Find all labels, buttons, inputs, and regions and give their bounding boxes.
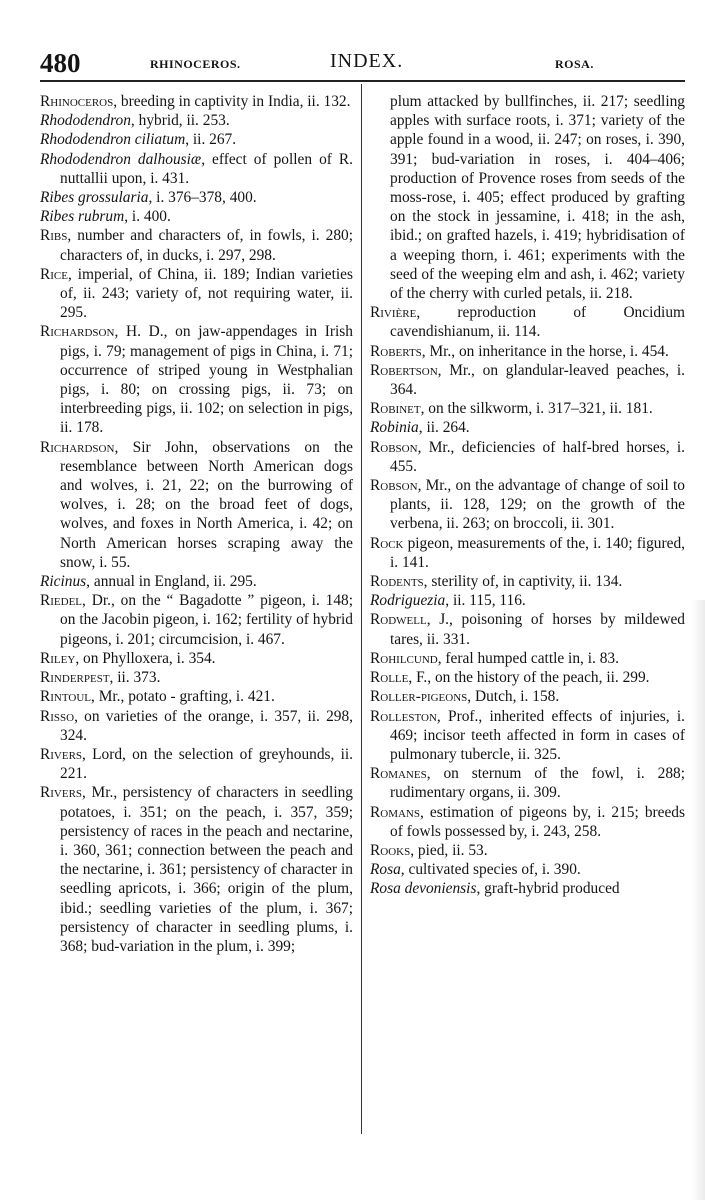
entry-text: , imperial, of China, ii. 189; Indian varieties of, ii. 243; variety of, not requiring water, ii. 295. xyxy=(60,265,353,322)
entry-text: , breeding in captivity in India, ii. 132. xyxy=(113,93,351,110)
index-entry xyxy=(40,649,353,668)
index-entry xyxy=(370,418,685,437)
entry-text: , J., poisoning of horses by mildewed tares, ii. 331. xyxy=(390,611,685,648)
entry-heading: Ribes grossularia xyxy=(40,189,149,207)
entry-heading: Rinderpest xyxy=(40,669,110,687)
entry-text: , ii. 115, 116. xyxy=(445,592,526,610)
index-entry xyxy=(40,591,353,649)
entry-text: , i. 400. xyxy=(124,208,171,226)
index-entry xyxy=(370,610,685,648)
entry-text: , Sir John, observations on the resemblance between North American dogs and wolves, i. 21, 22; on the burrowing of wolves, i. 28; on the broad feet of dogs, wolves, and foxes in North America, i. 42; on North American horses scraping away the snow, i. 55. xyxy=(60,438,353,571)
entry-text: , on sternum of the fowl, i. 288; rudimentary organs, ii. 309. xyxy=(390,765,685,802)
entry-heading: Rock xyxy=(370,534,404,552)
index-column-right xyxy=(370,92,685,1182)
index-entry xyxy=(40,687,353,706)
index-entry xyxy=(370,707,685,765)
index-entry xyxy=(40,668,353,687)
entry-heading: Rice xyxy=(40,265,68,283)
index-column-left xyxy=(40,92,353,1182)
index-entry xyxy=(370,879,685,898)
entry-heading: Rosa devoniensis xyxy=(370,880,477,898)
entry-text: pigeon, measurements of the, i. 140; figured, i. 141. xyxy=(390,534,685,571)
entry-heading: Rhododendron dalhousiæ xyxy=(40,150,202,168)
entry-text: , effect of pollen of R. nuttallii upon, i. 431. xyxy=(60,150,353,187)
entry-heading: Richardson xyxy=(40,438,115,456)
entry-text: , Mr., potato - grafting, i. 421. xyxy=(91,688,275,706)
entry-text: , graft-hybrid produced xyxy=(476,880,620,898)
entry-text: , on the silkworm, i. 317–321, ii. 181. xyxy=(420,400,653,418)
entry-heading: Rintoul xyxy=(40,688,91,706)
index-entry xyxy=(370,591,685,610)
running-head-title: INDEX. xyxy=(330,50,404,72)
entry-heading: Riedel xyxy=(40,592,83,610)
page-number: 480 xyxy=(40,48,81,78)
entry-text: plum attacked by bullfinches, ii. 217; seedling apples with surface roots, i. 371; variety of the apple found in a wood, ii. 247; on roses, i. 390, 391; bud-variation in roses, i. 404–406; production of Provence roses from seeds of the moss-rose, i. 405; effect produced by grafting on the stock in jessamine, i. 418; in the ash, ibid.; on grafted hazels, i. 419; hybridisation of a weeping thorn, i. 461; experiments with the seed of the weeping elm and ash, i. 462; variety of the cherry with curled petals, ii. 218. xyxy=(390,93,685,303)
index-entry xyxy=(40,707,353,745)
entry-text: , estimation of pigeons by, i. 215; breeds of fowls possessed by, i. 243, 258. xyxy=(390,803,685,840)
entry-text: , Dutch, i. 158. xyxy=(467,688,560,706)
entry-heading: Riley xyxy=(40,649,76,667)
entry-heading: Roberts xyxy=(370,342,422,360)
entry-heading: Rolle xyxy=(370,669,409,687)
entry-text: , sterility of, in captivity, ii. 134. xyxy=(423,573,623,591)
index-entry xyxy=(370,342,685,361)
entry-text: , Dr., on the “ Bagadotte ” pigeon, i. 148; on the Jacobin pigeon, i. 162; fertility of hybrid pigeons, i. 201; circumcision, i. 467. xyxy=(60,592,353,648)
index-entry xyxy=(370,649,685,668)
entry-heading: Robson xyxy=(370,438,418,456)
entry-heading: Rodriguezia xyxy=(370,592,446,610)
index-entry xyxy=(40,745,353,783)
entry-heading: Rhododendron xyxy=(40,112,131,130)
entry-heading: Robson xyxy=(370,477,418,495)
index-entry xyxy=(40,188,353,207)
entry-text: , feral humped cattle in, i. 83. xyxy=(437,649,619,667)
index-entry xyxy=(370,399,685,418)
entry-heading: Rohilcund xyxy=(370,649,438,667)
entry-heading: Romans xyxy=(370,803,420,821)
index-entry xyxy=(40,92,353,111)
index-entry xyxy=(370,534,685,572)
entry-text: , Mr., persistency of characters in seedling potatoes, i. 351; on the peach, i. 357, 359; persistency of races in the peach and nectarine, i. 360, 361; connection between the peach and the nectarine, i. 361; persistency of character in seedling apricots, i. 366; origin of the plum, ibid.; seedling varieties of the plum, i. 367; persistency of character in seedling plums, i. 368; bud-variation in the plum, i. 399; xyxy=(60,784,353,955)
index-entry xyxy=(40,572,353,591)
entry-text: , cultivated species of, i. 390. xyxy=(400,861,581,879)
index-entry xyxy=(40,322,353,437)
entry-heading: Rivers xyxy=(40,745,83,763)
entry-text: , pied, ii. 53. xyxy=(410,841,488,859)
entry-heading: Rooks xyxy=(370,841,411,859)
index-entry xyxy=(370,764,685,802)
header-rule xyxy=(40,80,685,82)
index-entry xyxy=(40,438,353,572)
index-entry xyxy=(40,783,353,956)
entry-heading: Rodents xyxy=(370,573,424,591)
entry-text: , Mr., on glandular-leaved peaches, i. 364. xyxy=(390,361,685,399)
index-entry xyxy=(370,92,685,303)
index-entry xyxy=(370,803,685,841)
page-header xyxy=(40,48,660,78)
entry-text: , ii. 264. xyxy=(418,419,470,437)
entry-heading: Ricinus xyxy=(40,573,87,591)
entry-heading: Rhododendron ciliatum xyxy=(40,131,186,149)
entry-heading: Romanes xyxy=(370,765,427,783)
index-entry xyxy=(370,572,685,591)
index-entry xyxy=(370,668,685,687)
entry-heading: Robertson xyxy=(370,361,438,379)
entry-text: , annual in England, ii. 295. xyxy=(86,573,257,591)
index-entry xyxy=(40,150,353,188)
index-entry xyxy=(40,130,353,149)
entry-heading: Robinet xyxy=(370,400,421,418)
index-entry xyxy=(40,207,353,226)
entry-text: , reproduction of Oncidium cavendishianum, ii. 114. xyxy=(390,304,685,341)
entry-text: , Mr., on the advantage of change of soil to plants, ii. 128, 129; on the growth of the verbena, ii. 263; on broccoli, ii. 301. xyxy=(390,477,685,533)
entry-text: , Mr., on inheritance in the horse, i. 454. xyxy=(421,342,669,360)
entry-text: , number and characters of, in fowls, i. 280; characters of, in ducks, i. 297, 298. xyxy=(60,227,353,264)
entry-heading: Rosa xyxy=(370,861,401,879)
index-entry xyxy=(370,361,685,399)
page-edge-shadow xyxy=(691,600,705,1200)
running-head-right: ROSA. xyxy=(555,57,594,71)
entry-text: , i. 376–378, 400. xyxy=(148,189,257,207)
entry-text: , on varieties of the orange, i. 357, ii. 298, 324. xyxy=(60,707,353,744)
entry-heading: Robinia xyxy=(370,419,419,437)
index-entry xyxy=(40,111,353,130)
entry-text: , on Phylloxera, i. 354. xyxy=(75,649,216,667)
index-entry xyxy=(370,438,685,476)
entry-text: , ii. 267. xyxy=(185,131,237,149)
entry-heading: Rhinoceros xyxy=(40,93,114,110)
entry-heading: Rolleston xyxy=(370,707,437,725)
entry-text: , F., on the history of the peach, ii. 299. xyxy=(408,669,650,687)
index-entry xyxy=(370,860,685,879)
entry-heading: Roller-pigeons xyxy=(370,688,468,706)
entry-heading: Rivers xyxy=(40,784,83,802)
entry-heading: Rivière xyxy=(370,304,417,322)
entry-heading: Ribs xyxy=(40,227,68,245)
entry-heading: Risso xyxy=(40,707,75,725)
entry-heading: Richardson xyxy=(40,323,115,341)
running-head-left: RHINOCEROS. xyxy=(150,57,241,71)
index-entry xyxy=(40,226,353,264)
index-entry xyxy=(370,303,685,341)
index-entry xyxy=(370,476,685,534)
entry-text: , hybrid, ii. 253. xyxy=(130,112,230,130)
entry-text: , Prof., inherited effects of injuries, i. 469; incisor teeth affected in form in cases of pulmonary tubercle, ii. 325. xyxy=(390,707,685,763)
entry-heading: Rodwell xyxy=(370,611,427,629)
column-divider xyxy=(361,84,362,1134)
entry-heading: Ribes rubrum xyxy=(40,208,125,226)
index-entry xyxy=(370,687,685,706)
index-entry xyxy=(40,265,353,323)
entry-text: , ii. 373. xyxy=(109,669,161,687)
index-entry xyxy=(370,841,685,860)
entry-text: , Mr., deficiencies of half-bred horses, i. 455. xyxy=(390,438,685,475)
entry-text: , Lord, on the selection of greyhounds, ii. 221. xyxy=(60,745,353,783)
entry-text: , H. D., on jaw-appendages in Irish pigs, i. 79; management of pigs in China, i. 71; occurrence of striped young in Westphalian pigs, i. 80; on crossing pigs, ii. 73; on interbreeding pigs, ii. 102; on selection in pigs, ii. 178. xyxy=(60,323,353,437)
